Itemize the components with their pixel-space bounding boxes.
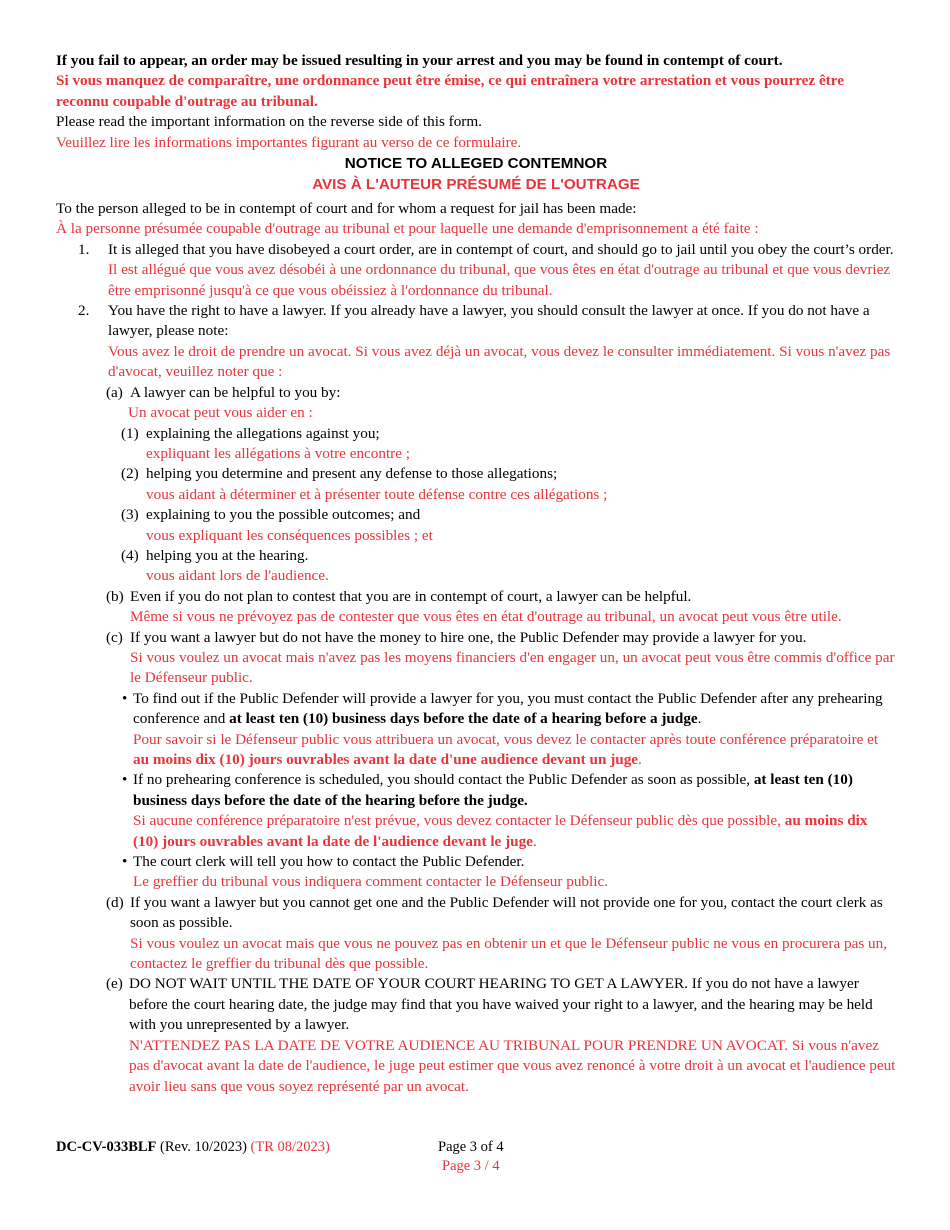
sub-item-label: (a) [106,383,123,401]
sub-item-d [56,893,896,975]
sub-item-label: (c) [106,628,123,646]
bullet-3-en: The court clerk will tell you how to contact the Public Defender. [133,853,525,871]
item-2-fr: Vous avez le droit de prendre un avocat. Si vous avez déjà un avocat, vous devez le consulter immédiatement. Si vous n'avez pas d'avocat, veuillez noter que : [108,342,891,381]
bullet-2-en-bold: at least ten (10) business days before the date of the hearing before the judge. [133,771,853,809]
bullet-1-en-bold: at least ten (10) business days before the date of a hearing before a judge [229,710,698,728]
page-number-en: Page 3 of 4 [438,1139,504,1155]
sub-item-e [56,974,896,1096]
sub-point-3 [56,505,896,525]
sub-point-2-fr: vous aidant à déterminer et à présenter toute défense contre ces allégations ; [146,485,608,503]
bullet-dot-icon: • [122,771,128,789]
sub-item-c-fr: Si vous voulez un avocat mais n'avez pas les moyens financiers d'en engager un, un avocat peut vous être commis d'office par le Défenseur public. [130,648,895,687]
bullet-1-en-end: . [697,710,702,728]
bullet-2 [56,770,896,811]
sub-item-c-en: If you want a lawyer but do not have the money to hire one, the Public Defender may provide a lawyer for you. [130,628,807,646]
item-1-fr: Il est allégué que vous avez désobéi à une ordonnance du tribunal, que vous êtes en état d'outrage au tribunal et que vous devriez être emprisonné jusqu'à ce que vous obéissiez à l'ordonnance du tribunal. [108,261,891,299]
form-identifier [56,1138,330,1157]
bullet-1-fr [56,730,896,771]
bullet-2-fr [56,811,896,852]
item-number: 2. [78,302,90,320]
sub-point-2 [56,464,896,484]
sub-item-a-en: A lawyer can be helpful to you by: [130,383,341,401]
bullet-3-fr: Le greffier du tribunal vous indiquera comment contacter le Défenseur public. [133,873,608,891]
bullet-2-fr-end: . [532,832,537,850]
sub-point-label: (3) [121,506,139,524]
warning-fr: Si vous manquez de comparaître, une ordonnance peut être émise, ce qui entraînera votre arrestation et vous pourrez être reconnu coupable d'outrage au tribunal. [56,72,844,110]
bullet-1-fr-text: Pour savoir si le Défenseur public vous attribuera un avocat, vous devez le contacter après toute conférence préparatoire et [133,730,879,748]
page-footer [56,1136,896,1178]
sub-item-a [56,383,896,403]
bullet-1-en [133,689,896,730]
bullet-1 [56,689,896,730]
bullet-2-fr-text: Si aucune conférence préparatoire n'est prévue, vous devez contacter le Défenseur public dès que possible, [133,812,785,830]
sub-point-3-fr: vous expliquant les conséquences possibles ; et [146,526,433,544]
sub-point-4-en: helping you at the hearing. [146,546,309,564]
sub-point-4 [56,546,896,566]
bullet-1-fr-end: . [638,751,642,768]
sub-point-2-en: helping you determine and present any defense to those allegations; [146,465,558,483]
intro-en: To the person alleged to be in contempt of court and for whom a request for jail has been made: [56,200,637,218]
sub-point-label: (4) [121,546,139,564]
item-2 [56,301,896,383]
bullet-1-fr-bold: au moins dix (10) jours ouvrables avant la date d'une audience devant un juge [133,751,639,768]
notice-title-fr: AVIS À L'AUTEUR PRÉSUMÉ DE L'OUTRAGE [312,175,640,193]
item-number: 1. [78,240,90,258]
sub-item-e-en: DO NOT WAIT UNTIL THE DATE OF YOUR COURT HEARING TO GET A LAWYER. If you do not have a lawyer before the court hearing date, the judge may find that you have waived your right to a lawyer, and the hearing may be held with you unrepresented by a lawyer. [129,975,873,1034]
sub-point-1 [56,424,896,444]
bullet-dot-icon: • [122,853,128,871]
sub-point-1-fr: expliquant les allégations à votre encontre ; [146,444,411,462]
document-page [56,51,896,1097]
sub-item-label: (e) [106,975,123,993]
notice-title-en: NOTICE TO ALLEGED CONTEMNOR [344,155,608,173]
intro-fr: À la personne présumée coupable d'outrage au tribunal et pour laquelle une demande d'emprisonnement a été faite : [56,220,759,238]
translation-revision: (TR 08/2023) [250,1139,330,1155]
sub-item-label: (b) [106,587,124,605]
sub-item-d-fr: Si vous voulez un avocat mais que vous ne pouvez pas en obtenir un et que le Défenseur public ne vous en procurera pas un, contactez le greffier du tribunal dès que possible. [130,934,888,973]
bullet-2-en-text: If no prehearing conference is scheduled, you should contact the Public Defender as soon as possible, [133,771,754,789]
sub-item-a-fr: Un avocat peut vous aider en : [128,404,313,422]
sub-item-b-fr: Même si vous ne prévoyez pas de contester que vous êtes en état d'outrage au tribunal, un avocat peut vous être utile. [130,608,842,626]
item-2-en: You have the right to have a lawyer. If you already have a lawyer, you should consult the lawyer at once. If you do not have a lawyer, please note: [108,302,870,340]
page-number [438,1138,504,1175]
warning-en: If you fail to appear, an order may be issued resulting in your arrest and you may be found in contempt of court. [56,52,783,69]
reverse-note-fr: Veuillez lire les informations importantes figurant au verso de ce formulaire. [56,133,522,151]
form-number: DC-CV-033BLF [56,1139,157,1155]
sub-point-label: (1) [121,424,139,442]
bullet-2-en [133,770,896,811]
sub-item-c [56,628,896,689]
reverse-note-en: Please read the important information on the reverse side of this form. [56,113,482,131]
form-revision: (Rev. 10/2023) [160,1139,247,1155]
bullet-3 [56,852,896,872]
sub-point-label: (2) [121,465,139,483]
sub-point-1-en: explaining the allegations against you; [146,424,380,442]
sub-item-e-fr: N'ATTENDEZ PAS LA DATE DE VOTRE AUDIENCE AU TRIBUNAL POUR PRENDRE UN AVOCAT. Si vous n'avez pas d'avocat avant la date de l'audience, le juge peut estimer que vous avez renoncé à votre droit à un avocat et l'audience peut avoir lieu sans que vous soyez représenté par un avocat. [129,1036,896,1095]
page-number-fr: Page 3 / 4 [442,1157,500,1174]
bullet-1-en-text: To find out if the Public Defender will provide a lawyer for you, you must contact the Public Defender after any prehearing conference and [133,689,883,728]
sub-item-d-en: If you want a lawyer but you cannot get one and the Public Defender will not provide one for you, contact the court clerk as soon as possible. [130,893,883,932]
sub-point-4-fr: vous aidant lors de l'audience. [146,567,329,585]
sub-item-label: (d) [106,893,124,911]
sub-point-3-en: explaining to you the possible outcomes; and [146,506,421,524]
sub-item-b [56,587,896,628]
bullet-dot-icon: • [122,689,128,707]
item-1 [56,240,896,301]
item-1-en: It is alleged that you have disobeyed a court order, are in contempt of court, and should go to jail until you obey the court’s order. [108,240,894,258]
bullet-2-fr-bold: au moins dix (10) jours ouvrables avant la date de l'audience devant le juge [133,812,868,850]
sub-item-b-en: Even if you do not plan to contest that you are in contempt of court, a lawyer can be helpful. [130,587,692,605]
